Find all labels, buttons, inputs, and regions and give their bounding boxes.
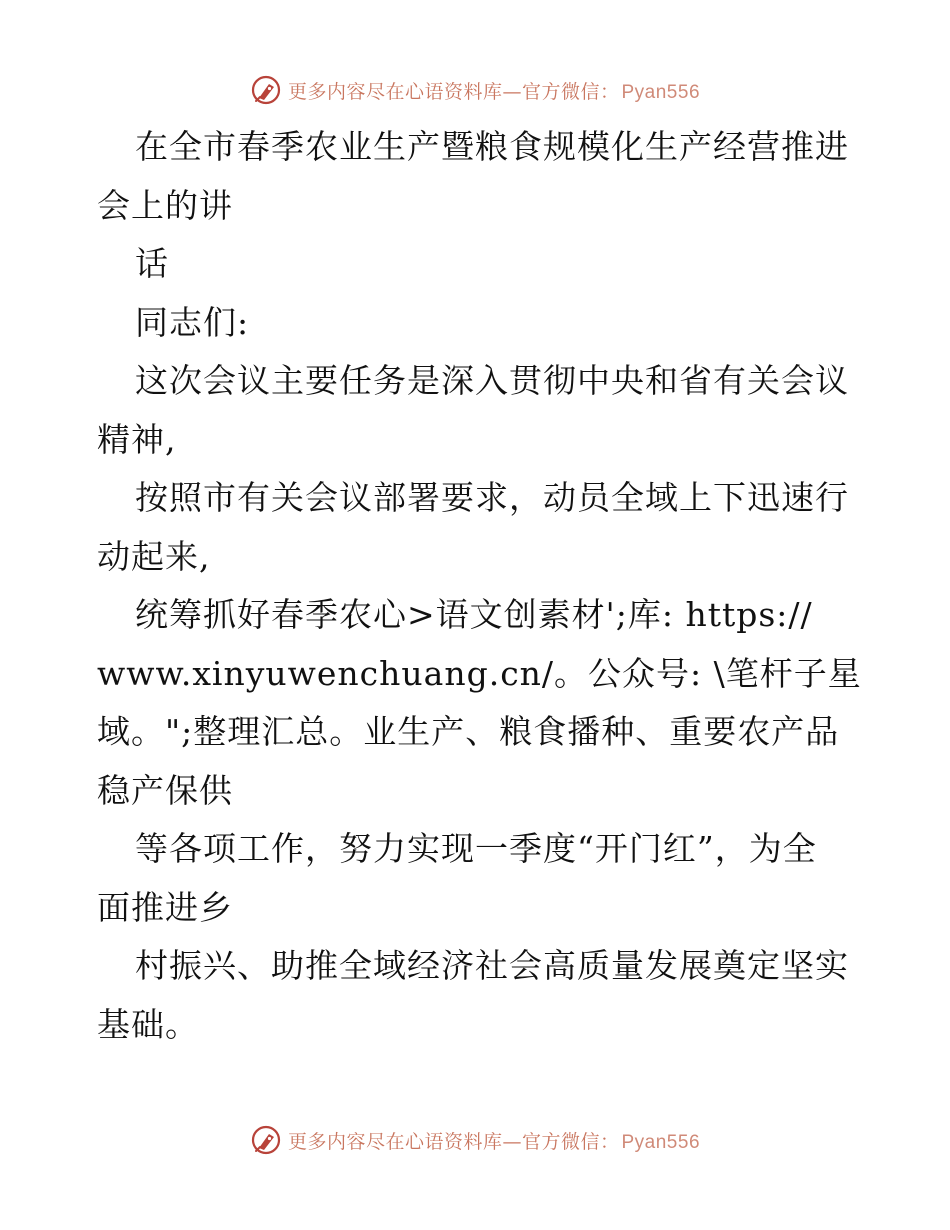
body-line: www.xinyuwenchuang.cn/。公众号: \笔杆子星 (97, 653, 862, 693)
header-banner (0, 70, 950, 110)
body-line: 村振兴、助推全域经济社会高质量发展奠定坚实 (135, 946, 849, 985)
body-line: 按照市有关会议部署要求，动员全域上下迅速行 (135, 478, 849, 517)
body-line: 话 (135, 244, 169, 283)
footer-banner-label: 更多内容尽在心语资料库—官方微信： (287, 1130, 620, 1153)
body-line: 在全市春季农业生产暨粮食规模化生产经营推进 (135, 127, 849, 166)
body-line: 动起来, (97, 536, 211, 576)
body-line: 域。";整理汇总。业生产、粮食播种、重要农产品 (97, 712, 840, 751)
salutation: 同志们: (135, 302, 250, 342)
body-line: 等各项工作，努力实现一季度“开门红”，为全 (135, 829, 817, 868)
body-line: 面推进乡 (97, 887, 233, 927)
header-banner-text (288, 77, 700, 104)
header-banner-label: 更多内容尽在心语资料库—官方微信： (287, 80, 620, 103)
document-body (97, 118, 862, 1054)
body-line: 精神, (97, 419, 177, 459)
body-line: 这次会议主要任务是深入贯彻中央和省有关会议 (135, 361, 849, 400)
body-line: 会上的讲 (97, 185, 233, 225)
footer-banner-handle: Pyan556 (621, 1131, 701, 1153)
footer-banner-text (288, 1127, 700, 1154)
body-line: 稳产保供 (97, 770, 233, 810)
pen-nib-logo-icon (250, 1124, 282, 1156)
footer-banner (0, 1120, 950, 1160)
body-line: 基础。 (97, 1004, 199, 1044)
body-line: 统筹抓好春季农心>语文创素材';库: https:// (135, 595, 813, 634)
header-banner-handle: Pyan556 (621, 81, 701, 103)
pen-nib-logo-icon (250, 74, 282, 106)
